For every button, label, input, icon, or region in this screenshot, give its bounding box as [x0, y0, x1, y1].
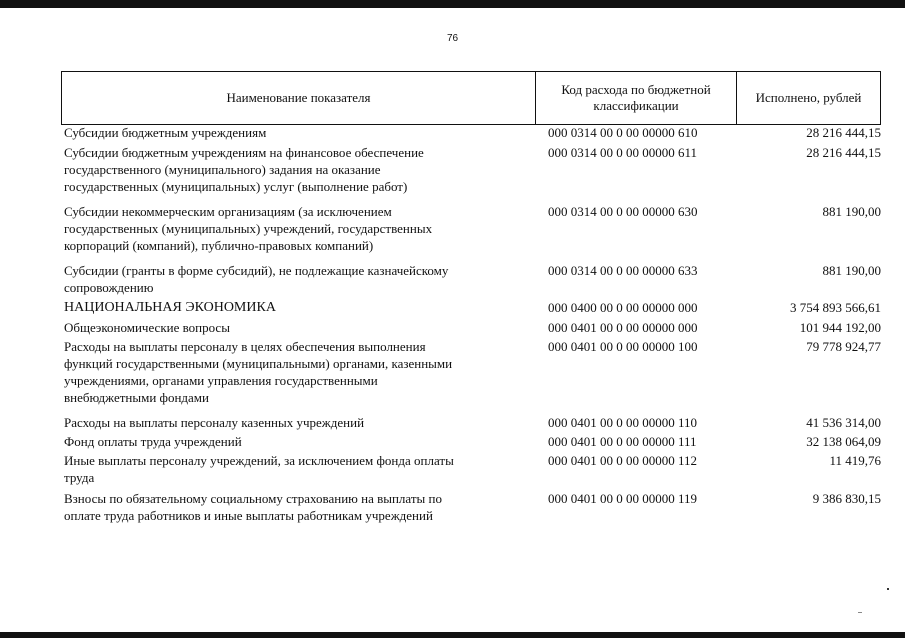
row-name-line: Общеэкономические вопросы [64, 320, 230, 335]
row-amount: 881 190,00 [822, 263, 881, 278]
row-amount: 32 138 064,09 [806, 434, 881, 449]
row-amount: 101 944 192,00 [799, 320, 881, 335]
header-code-line2: классификации [593, 98, 679, 113]
row-name [64, 338, 532, 406]
row-amount: 3 754 893 566,61 [790, 300, 881, 315]
row-code: 000 0401 00 0 00 00000 111 [548, 434, 697, 449]
row-name-line: Фонд оплаты труда учреждений [64, 434, 242, 449]
row-name-line: сопровождению [64, 280, 154, 295]
page-number: 76 [446, 33, 459, 44]
row-name-line: государственного (муниципального) задания на оказание [64, 162, 381, 177]
row-name-line: Иные выплаты персоналу учреждений, за исключением фонда оплаты [64, 453, 454, 468]
row-name [64, 144, 532, 195]
scan-mark [858, 612, 862, 613]
row-code: 000 0401 00 0 00 00000 000 [548, 320, 698, 335]
row-name-line: труда [64, 470, 95, 485]
table-header [61, 71, 881, 125]
row-name-line: Расходы на выплаты персоналу казенных учреждений [64, 415, 365, 430]
row-name [64, 433, 532, 450]
row-code: 000 0314 00 0 00 00000 610 [548, 125, 698, 140]
row-name-line: Субсидии бюджетным учреждениям на финансовое обеспечение [64, 145, 424, 160]
row-code: 000 0401 00 0 00 00000 119 [548, 491, 698, 506]
row-code: 000 0314 00 0 00 00000 611 [548, 145, 698, 160]
row-name-line: Взносы по обязательному социальному страхованию на выплаты по [64, 491, 442, 506]
header-code-column [536, 72, 737, 124]
row-amount: 41 536 314,00 [806, 415, 881, 430]
header-name-column: Наименование показателя [62, 72, 536, 124]
row-name-line: государственных (муниципальных) учреждений, государственных [64, 221, 433, 236]
row-name [64, 490, 532, 524]
header-amount-column: Исполнено, рублей [755, 90, 862, 105]
row-code: 000 0400 00 0 00 00000 000 [548, 300, 698, 315]
row-code: 000 0314 00 0 00 00000 630 [548, 204, 698, 219]
row-amount: 881 190,00 [822, 204, 881, 219]
row-name-line: оплате труда работников и иные выплаты работникам учреждений [64, 508, 433, 523]
row-code: 000 0314 00 0 00 00000 633 [548, 263, 698, 278]
row-name [64, 203, 532, 254]
row-name-line: корпораций (компаний), публично-правовых компаний) [64, 238, 374, 253]
row-amount: 9 386 830,15 [812, 491, 881, 506]
row-amount: 28 216 444,15 [806, 145, 881, 160]
row-name-line: НАЦИОНАЛЬНАЯ ЭКОНОМИКА [64, 300, 276, 315]
row-name [64, 124, 532, 141]
row-name-line: Субсидии некоммерческим организациям (за исключением [64, 204, 392, 219]
scan-speck [887, 588, 889, 590]
row-amount: 28 216 444,15 [806, 125, 881, 140]
header-code-line1: Код расхода по бюджетной [561, 82, 711, 97]
row-name-line: внебюджетными фондами [64, 390, 209, 405]
row-name-line: учреждениями, органами управления государственными [64, 373, 378, 388]
row-name [64, 319, 532, 336]
row-name [64, 414, 532, 431]
row-name [64, 262, 532, 296]
row-name-line: государственных (муниципальных) услуг (выполнение работ) [64, 179, 408, 194]
row-amount: 79 778 924,77 [806, 339, 881, 354]
row-name-line: Субсидии (гранты в форме субсидий), не подлежащие казначейскому [64, 263, 449, 278]
row-code: 000 0401 00 0 00 00000 100 [548, 339, 698, 354]
row-amount: 11 419,76 [829, 453, 881, 468]
row-code: 000 0401 00 0 00 00000 110 [548, 415, 698, 430]
bottom-border-bar [0, 632, 905, 638]
row-name [64, 299, 532, 316]
top-border-bar [0, 0, 905, 8]
row-name-line: функций государственными (муниципальными) органами, казенными [64, 356, 453, 371]
row-name [64, 452, 532, 486]
row-code: 000 0401 00 0 00 00000 112 [548, 453, 698, 468]
row-name-line: Расходы на выплаты персоналу в целях обеспечения выполнения [64, 339, 426, 354]
row-name-line: Субсидии бюджетным учреждениям [64, 125, 267, 140]
